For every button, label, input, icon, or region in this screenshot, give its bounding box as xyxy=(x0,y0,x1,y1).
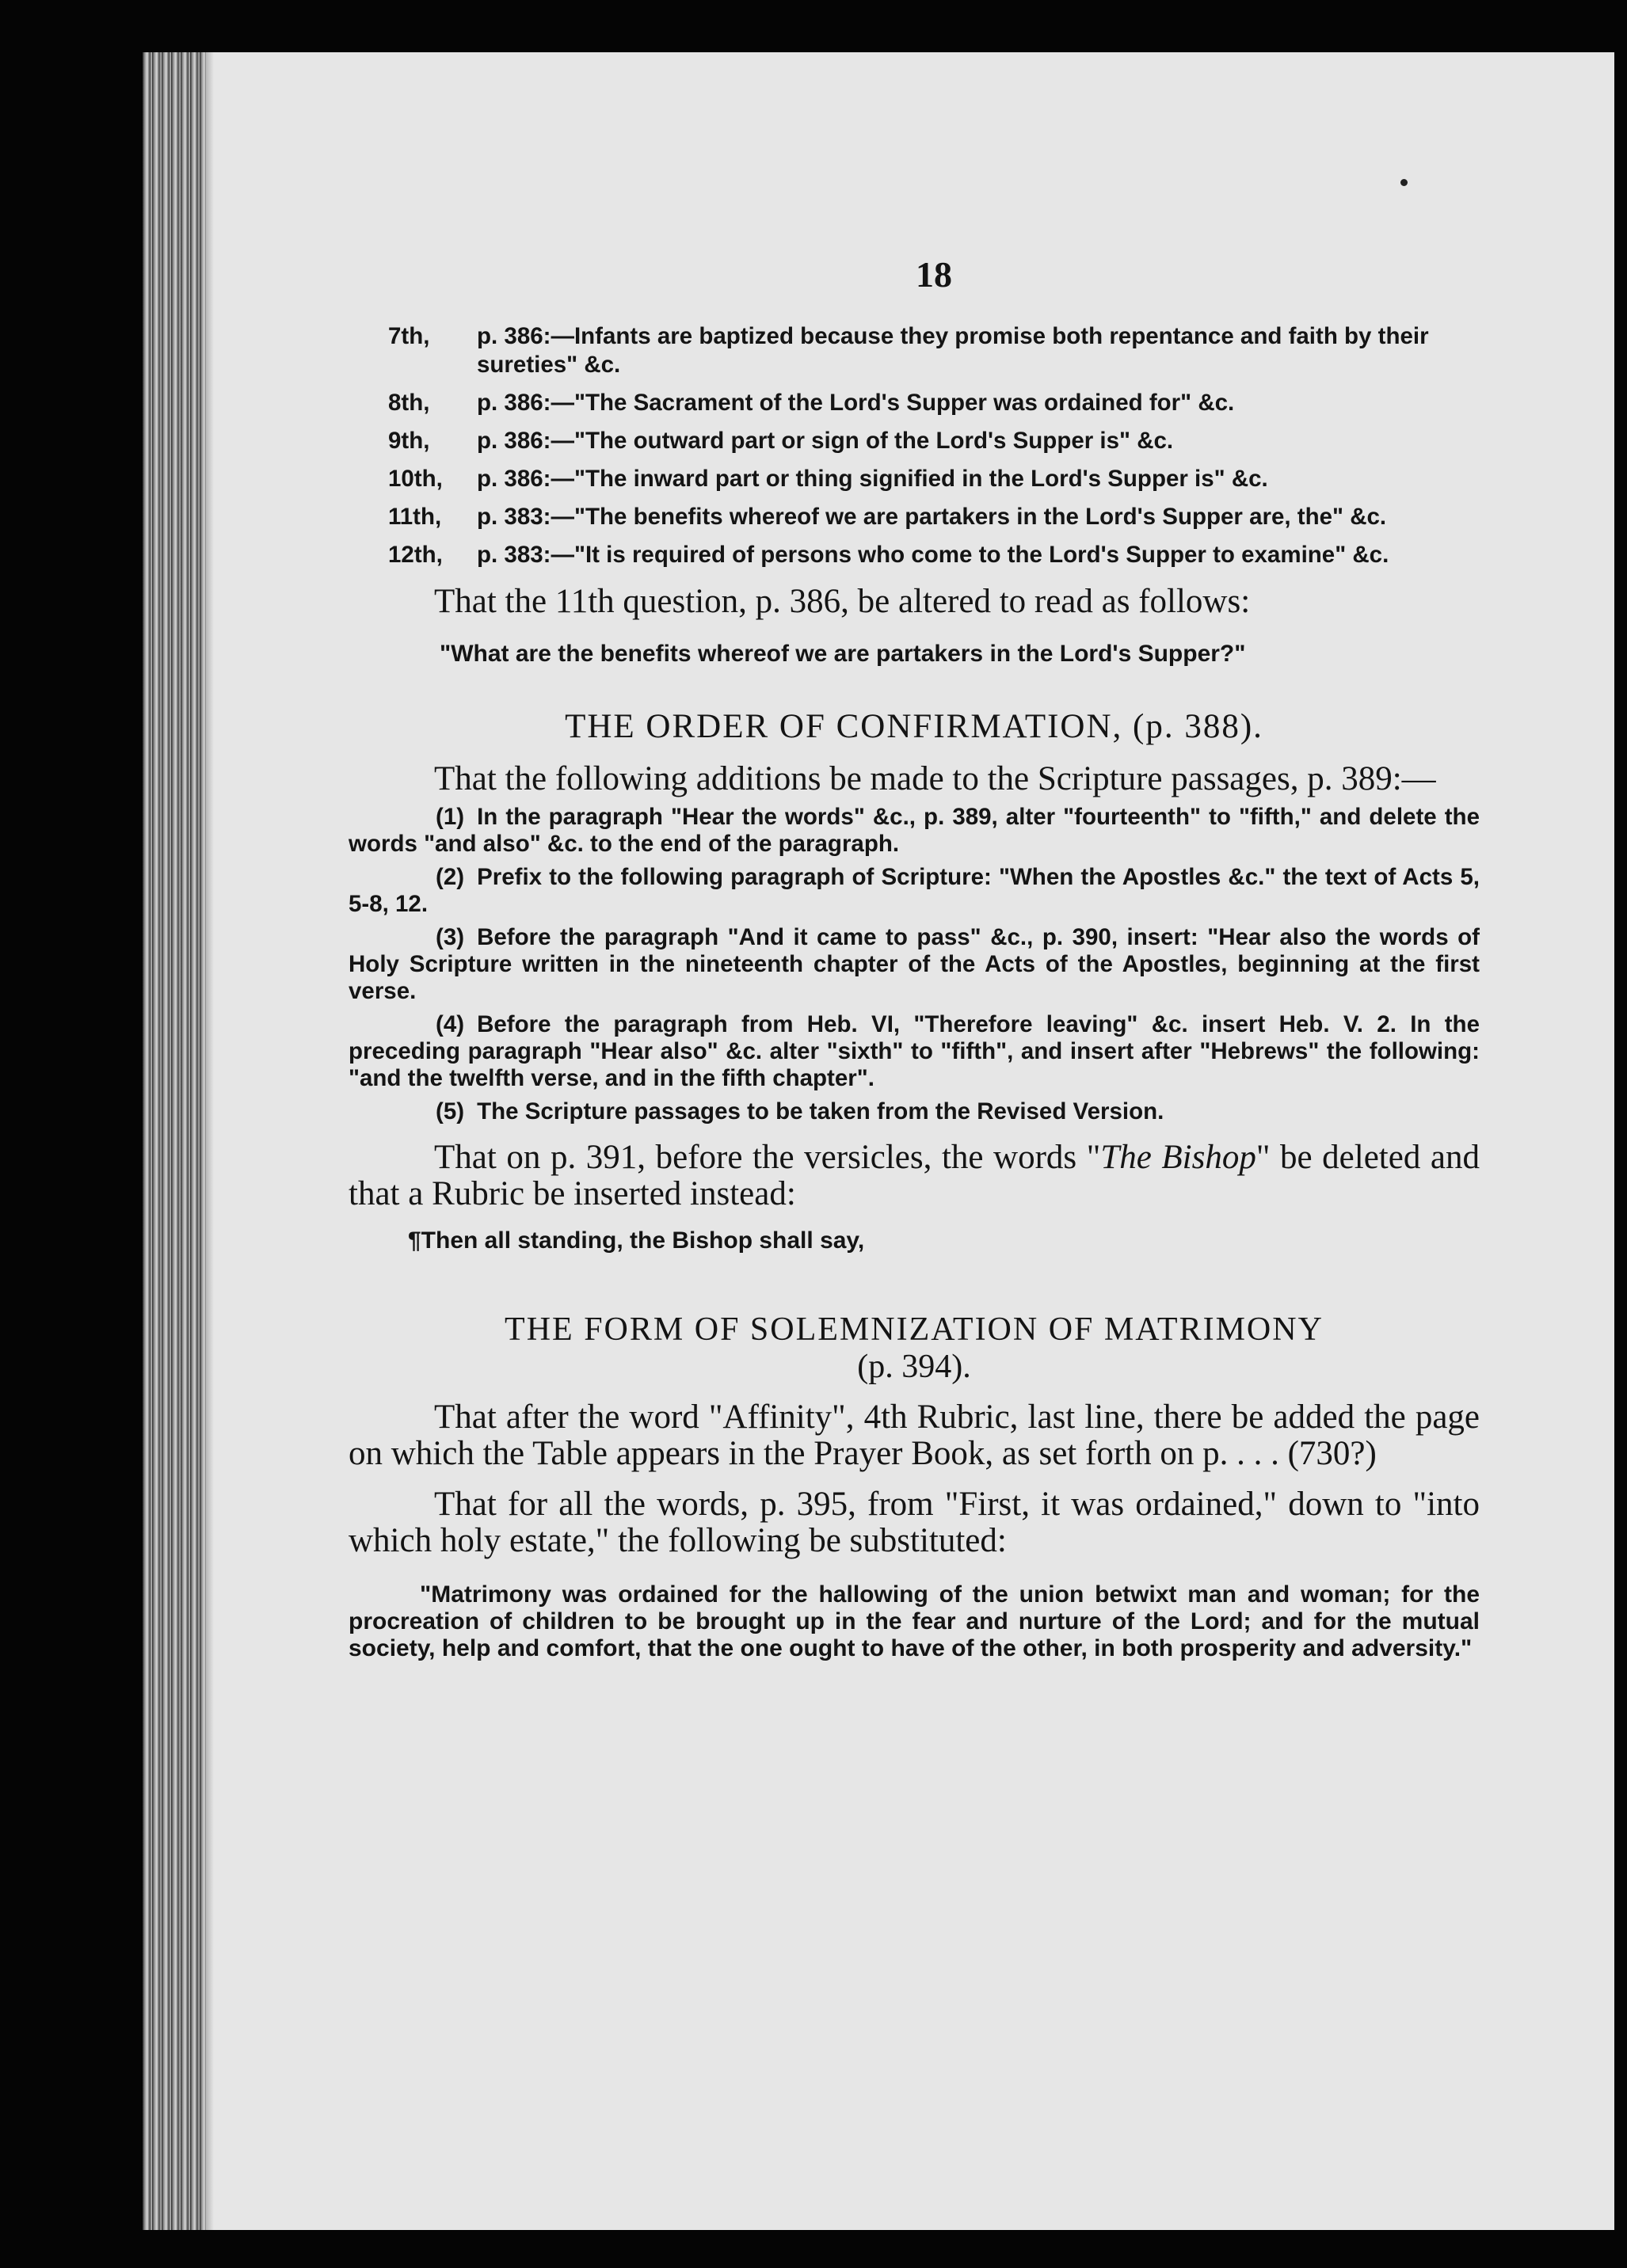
confirmation-item-4 xyxy=(349,1011,1480,1092)
page-content xyxy=(349,253,1480,1662)
versicles-text-pre: That on p. 391, before the versicles, the words " xyxy=(434,1139,1101,1176)
versicles-text-italic: The Bishop xyxy=(1100,1139,1256,1176)
item-text: Prefix to the following paragraph of Scripture: "When the Apostles &c." the text of Acts 5, 5-8, 12. xyxy=(349,864,1480,917)
page-number: 18 xyxy=(916,254,952,295)
item-number: (2) xyxy=(436,864,465,890)
confirmation-item-2 xyxy=(349,864,1480,918)
question-number: 10th, xyxy=(388,466,443,492)
matrimony-subheading: (p. 394). xyxy=(857,1349,971,1385)
paragraph-11th-question: That the 11th question, p. 386, be altered to read as follows: xyxy=(434,583,1251,620)
question-number: 11th, xyxy=(388,504,442,530)
quote-11th-question: "What are the benefits whereof we are partakers in the Lord's Supper?" xyxy=(440,641,1246,667)
question-text: p. 386:—"The outward part or sign of the Lord's Supper is" &c. xyxy=(477,428,1174,454)
question-9th xyxy=(388,427,1480,455)
confirmation-item-5 xyxy=(349,1098,1480,1125)
question-number: 9th, xyxy=(388,428,430,454)
question-number: 7th, xyxy=(388,323,430,349)
confirmation-item-1 xyxy=(349,804,1480,858)
question-10th xyxy=(388,465,1480,493)
question-number: 12th, xyxy=(388,542,443,568)
item-number: (5) xyxy=(436,1098,465,1124)
page-edges xyxy=(143,52,206,2230)
item-text: In the paragraph "Hear the words" &c., p. 389, alter "fourteenth" to "fifth," and delete the words "and also" &c. to the end of the paragraph. xyxy=(349,804,1480,857)
question-7th xyxy=(388,322,1480,379)
confirmation-item-3 xyxy=(349,924,1480,1005)
item-number: (3) xyxy=(436,924,465,950)
matrimony-heading: THE FORM OF SOLEMNIZATION OF MATRIMONY xyxy=(505,1311,1324,1348)
question-12th xyxy=(388,541,1480,569)
matrimony-paragraph-2: That for all the words, p. 395, from "First, it was ordained," down to "into which holy estate," the following be substituted: xyxy=(349,1486,1480,1559)
versicles-paragraph xyxy=(349,1140,1480,1212)
question-11th xyxy=(388,503,1480,531)
confirmation-intro: That the following additions be made to the Scripture passages, p. 389:— xyxy=(434,760,1436,797)
question-text: p. 386:—"The inward part or thing signified in the Lord's Supper is" &c. xyxy=(477,466,1268,492)
item-text: Before the paragraph from Heb. VI, "Therefore leaving" &c. insert Heb. V. 2. In the preceding paragraph "Hear also" &c. alter "sixth" to "fifth", and insert after "Hebrews" the following: "and the twelfth verse, and in the fifth chapter". xyxy=(349,1011,1480,1091)
question-text: p. 383:—"The benefits whereof we are partakers in the Lord's Supper are, the" &c. xyxy=(477,504,1387,530)
versicles-text-post: " be deleted and that a Rubric be inserted instead: xyxy=(349,1139,1480,1212)
item-number: (4) xyxy=(436,1011,465,1037)
matrimony-paragraph-1: That after the word "Affinity", 4th Rubric, last line, there be added the page on which the Table appears in the Prayer Book, as set forth on p. . . . (730?) xyxy=(349,1398,1480,1472)
confirmation-heading: THE ORDER OF CONFIRMATION, (p. 388). xyxy=(565,708,1263,745)
question-8th xyxy=(388,389,1480,417)
item-number: (1) xyxy=(436,804,465,830)
item-text: Before the paragraph "And it came to pass" &c., p. 390, insert: "Hear also the words of Holy Scripture written in the nineteenth chapter of the Acts of the Apostles, beginning at the first verse. xyxy=(349,924,1480,1004)
page-speck xyxy=(1400,179,1408,186)
question-text: p. 386:—Infants are baptized because they promise both repentance and faith by their sureties" &c. xyxy=(477,323,1429,378)
question-text: p. 386:—"The Sacrament of the Lord's Supper was ordained for" &c. xyxy=(477,390,1235,416)
question-number: 8th, xyxy=(388,390,430,416)
matrimony-quote: "Matrimony was ordained for the hallowing of the union betwixt man and woman; for the procreation of children to be brought up in the fear and nurture of the Lord; and for the mutual society, help and comfort, that the one ought to have of the other, in both prosperity and adversity." xyxy=(349,1581,1480,1661)
item-text: The Scripture passages to be taken from the Revised Version. xyxy=(477,1098,1164,1124)
question-text: p. 383:—"It is required of persons who come to the Lord's Supper to examine" &c. xyxy=(477,542,1389,568)
rubric-line: ¶Then all standing, the Bishop shall say, xyxy=(408,1227,865,1254)
